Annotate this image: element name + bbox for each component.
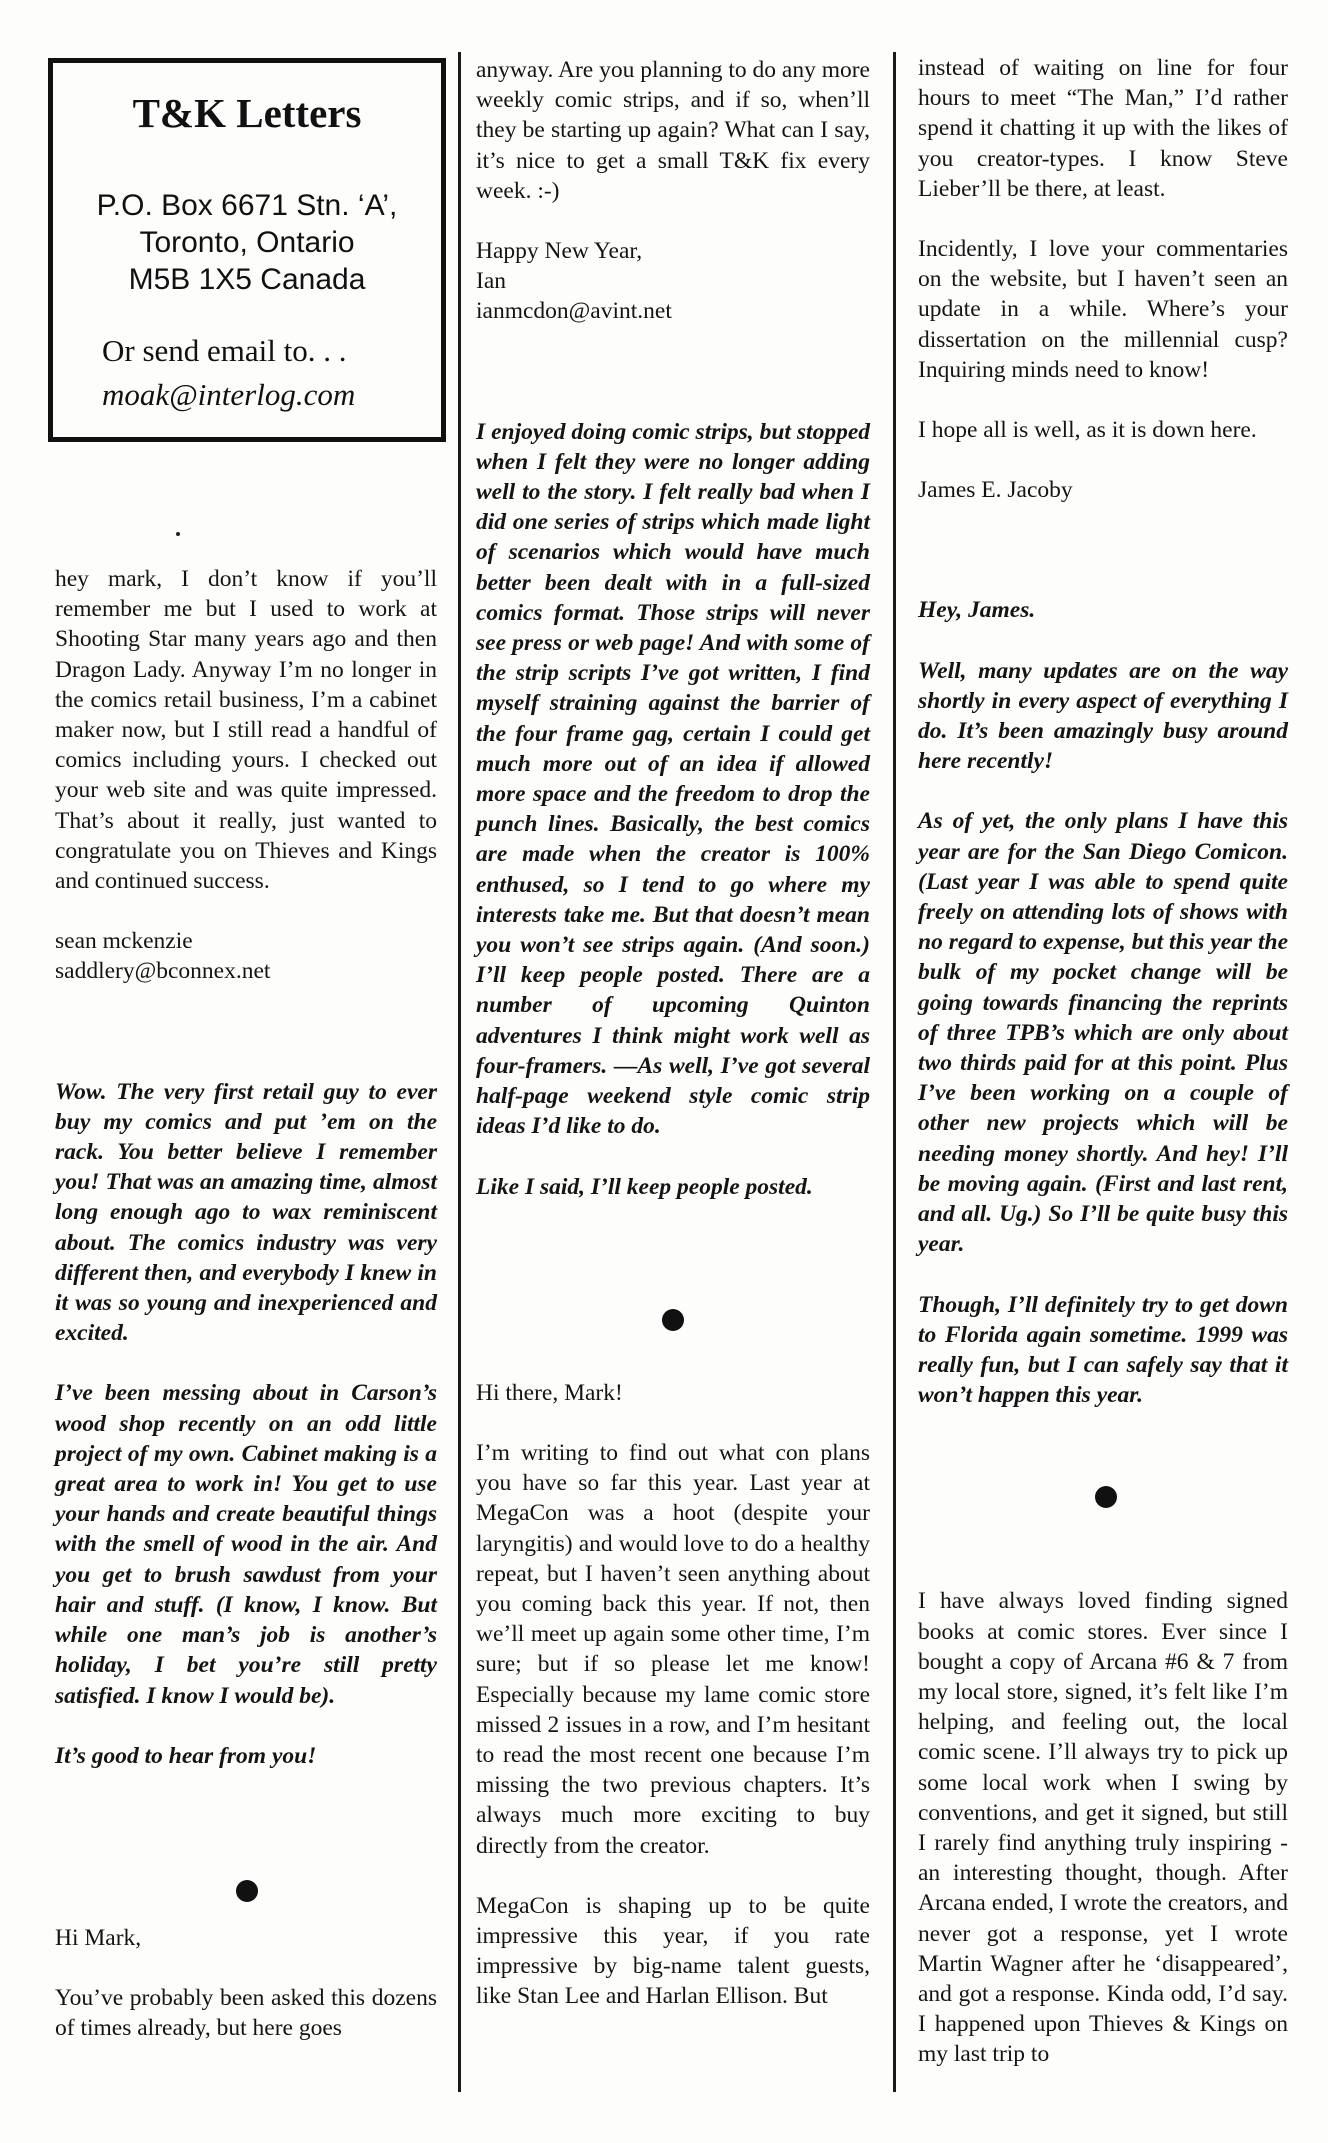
- reply-paragraph: As of yet, the only plans I have this year are for the San Diego Comicon. (Last year I was able to spend quite freely on attending lots of shows with no regard to expense, but this year the bulk of my pocket change will be going towards financing the reprints of three TPB’s which are only about two thirds paid for at this point. Plus I’ve been working on a couple of other new projects which will be needing money shortly. And hey! I’ll be moving again. (First and last rent, and all. Ug.) So I’ll be quite busy this year.: [918, 808, 1288, 1258]
- signature-name: Ian: [476, 268, 507, 295]
- letter-paragraph: MegaCon is shaping up to be quite impressive this year, if you rate impressive by big-name talent guests, like Stan Lee and Harlan Ellison. But: [476, 1892, 870, 2010]
- email-prompt: Or send email to. . .: [102, 333, 347, 368]
- reply-paragraph: I enjoyed doing comic strips, but stopped when I felt they were no longer adding well to the story. I felt really bad when I did one series of strips which made light of scenarios which would have much better been dealt with in a full-sized comics format. Those strips will never see press or web page! And with some of the strip scripts I’ve got written, I find myself straining against the barrier of the four frame gag, certain I could get much more out of an idea if allowed more space and the freedom to drop the punch lines. Basically, the best comics are made when the creator is 100% enthused, so I tend to go where my interests take me. But that doesn’t mean you won’t see strips again. (And soon.) I’ll keep people posted. There are a number of upcoming Quinton adventures I think might work well as four-framers. —As well, I’ve got several half-page weekend style comic strip ideas I’d like to do.: [476, 418, 870, 1140]
- column-divider: [893, 52, 896, 2092]
- letter-paragraph: instead of waiting on line for four hours to meet “The Man,” I’d rather spend it chatting it up with the likes of you creator-types. I know Steve Lieber’ll be there, at least.: [918, 55, 1288, 202]
- address-line: P.O. Box 6671 Stn. ‘A’,: [96, 189, 398, 222]
- letter-greeting: Hi there, Mark!: [476, 1379, 623, 1406]
- letter-paragraph: I hope all is well, as it is down here.: [918, 417, 1257, 444]
- address-line: Toronto, Ontario: [139, 226, 355, 259]
- print-speck: [176, 532, 180, 536]
- sign-off: Happy New Year,: [476, 238, 643, 265]
- mailing-address: [53, 187, 441, 298]
- section-bullet: [1095, 1486, 1117, 1508]
- letter-paragraph: hey mark, I don’t know if you’ll remember me but I used to work at Shooting Star many years ago and then Dragon Lady. Anyway I’m no longer in the comics retail business, I’m a cabinet maker now, but I still read a handful of comics including yours. I checked out your web site and was quite impressed. That’s about it really, just wanted to congratulate you on Thieves and Kings and continued success.: [55, 566, 437, 895]
- signature-email: saddlery@bconnex.net: [55, 958, 271, 985]
- reply-paragraph: Like I said, I’ll keep people posted.: [476, 1173, 813, 1200]
- signature-name: James E. Jacoby: [918, 477, 1073, 504]
- letter-paragraph: I have always loved finding signed books at comic stores. Ever since I bought a copy of Arcana #6 & 7 from my local store, signed, it’s felt like I’m helping, and feeling out, the local comic scene. I’ll always try to pick up some local work when I swing by conventions, and get it signed, but still I rarely find anything truly inspiring - an interesting thought, though. After Arcana ended, I wrote the creators, and never got a response, yet I wrote Martin Wagner after he ‘disappeared’, and got a response. Kinda odd, I’d say. I happened upon Thieves & Kings on my last trip to: [918, 1588, 1288, 2068]
- signature-name: sean mckenzie: [55, 928, 193, 955]
- letter-paragraph: I’m writing to find out what con plans you have so far this year. Last year at MegaCon was a hoot (despite your laryngitis) and would love to do a healthy repeat, but I haven’t seen anything about you coming back this year. If not, then we’ll meet up again some other time, I’m sure; but if so please let me know! Especially because my lame comic store missed 2 issues in a row, and I’m hesitant to read the most recent one because I’m missing the two previous chapters. It’s always much more exciting to buy directly from the creator.: [476, 1439, 870, 1859]
- signature-email: ianmcdon@avint.net: [476, 298, 672, 325]
- column-2: [476, 55, 870, 2042]
- reply-paragraph: Wow. The very first retail guy to ever buy my comics and put ’em on the rack. You better believe I remember you! That was an amazing time, almost long enough ago to wax reminiscent about. The comics industry was very different then, and everybody I knew in it was so young and inexperienced and excited.: [55, 1078, 437, 1347]
- reply-paragraph: Well, many updates are on the way shortly in every aspect of everything I do. It’s been amazingly busy around here recently!: [918, 657, 1288, 775]
- email-address: moak@interlog.com: [102, 377, 356, 412]
- column-3: [918, 53, 1288, 2100]
- reply-paragraph: Though, I’ll definitely try to get down to Florida again sometime. 1999 was really fun, but I can safely say that it won’t happen this year.: [918, 1291, 1288, 1409]
- section-bullet: [662, 1309, 684, 1331]
- column-divider: [458, 52, 461, 2092]
- address-box-title: T&K Letters: [132, 90, 362, 136]
- letter-greeting: Hi Mark,: [55, 1924, 142, 1951]
- letter-paragraph: Incidently, I love your commentaries on the website, but I haven’t seen an update in a while. Where’s your dissertation on the millennial cusp? Inquiring minds need to know!: [918, 236, 1288, 383]
- reply-greeting: Hey, James.: [918, 597, 1036, 624]
- address-line: M5B 1X5 Canada: [128, 263, 366, 296]
- section-bullet: [236, 1880, 258, 1902]
- letter-paragraph: You’ve probably been asked this dozens of times already, but here goes: [55, 1985, 437, 2042]
- reply-paragraph: It’s good to hear from you!: [55, 1742, 317, 1769]
- letter-paragraph: anyway. Are you planning to do any more weekly comic strips, and if so, when’ll they be starting up again? What can I say, it’s nice to get a small T&K fix every week. :-): [476, 57, 870, 204]
- address-box: [48, 58, 446, 442]
- column-1: [55, 564, 437, 2074]
- reply-paragraph: I’ve been messing about in Carson’s wood shop recently on an odd little project of my own. Cabinet making is a great area to work in! You get to use your hands and create beautiful things with the smell of wood in the air. And you get to brush sawdust from your hair and stuff. (I know, I know. But while one man’s job is another’s holiday, I bet you’re still pretty satisfied. I know I would be).: [55, 1380, 437, 1709]
- email-cta: [102, 329, 355, 417]
